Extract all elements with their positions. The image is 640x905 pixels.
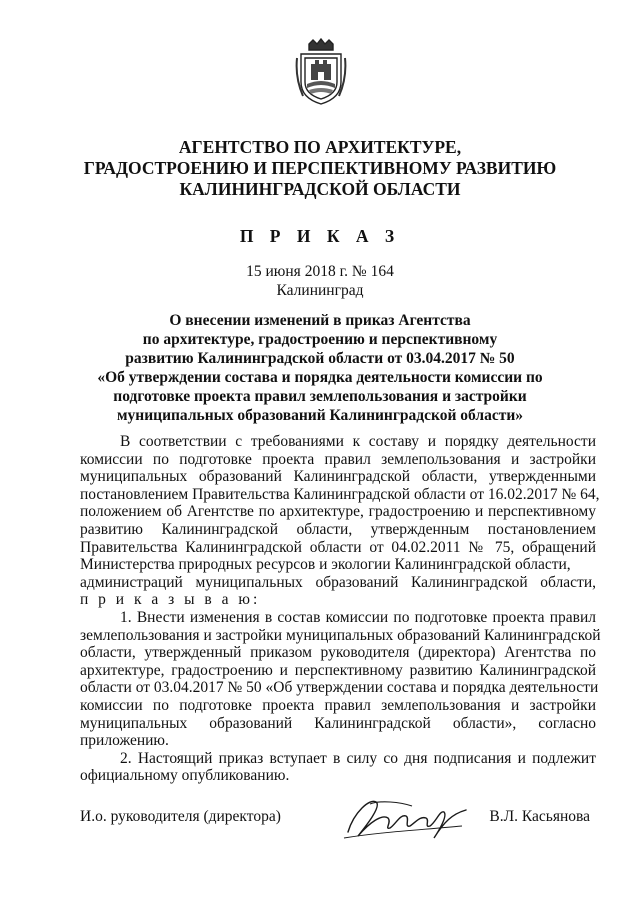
- subject-line: развитию Калининградской области от 03.04.2017 № 50: [125, 350, 515, 367]
- order-meta: [0, 262, 640, 300]
- preamble-line: В соответствии с требованиями к составу и порядку деятельности: [120, 433, 596, 450]
- item-2-line: официальному опубликованию.: [80, 767, 290, 785]
- preamble-line: комиссии по подготовке проекта правил землепользования и застройки: [80, 450, 596, 468]
- agency-line-2: ГРАДОСТРОЕНИЮ И ПЕРСПЕКТИВНОМУ РАЗВИТИЮ: [83, 158, 557, 178]
- handwritten-signature: [340, 792, 470, 844]
- subject-line: по архитектуре, градостроению и перспективному: [142, 331, 498, 348]
- preamble-line: положением об Агентстве по архитектуре, градостроению и перспективному: [80, 503, 596, 521]
- signatory-role: И.о. руководителя (директора): [80, 808, 281, 825]
- directive-word: п р и к а з ы в а ю:: [80, 591, 261, 609]
- item-1-line: области, утвержденный приказом руководителя (директора) Агентства по: [80, 644, 596, 662]
- item-1-line: архитектуре, градостроению и перспективному развитию Калининградской: [80, 661, 596, 679]
- item-1-line: муниципальных образований Калининградской области», согласно: [80, 714, 596, 732]
- item-1-line: области от 03.04.2017 № 50 «Об утверждении состава и порядка деятельности: [80, 679, 599, 697]
- agency-line-1: АГЕНТСТВО ПО АРХИТЕКТУРЕ,: [178, 137, 462, 157]
- subject-line: подготовке проекта правил землепользования и застройки: [113, 388, 527, 405]
- preamble-line: муниципальных образований Калининградской области, утвержденными: [80, 468, 596, 486]
- preamble-line: администраций муниципальных образований Калининградской области,: [80, 573, 596, 591]
- preamble-line: Правительства Калининградской области от 04.02.2011 № 75, обращений: [80, 538, 596, 556]
- order-date-number: 15 июня 2018 г. № 164: [246, 263, 394, 280]
- agency-name: [0, 137, 640, 200]
- preamble-line: развитию Калининградской области, утвержденным постановлением: [80, 520, 596, 538]
- order-subject: [0, 311, 640, 425]
- item-1-line: приложению.: [80, 732, 169, 750]
- subject-line: О внесении изменений в приказ Агентства: [169, 312, 471, 329]
- coat-of-arms-emblem: [295, 38, 347, 106]
- agency-line-3: КАЛИНИНГРАДСКОЙ ОБЛАСТИ: [179, 179, 461, 199]
- order-city: Калининград: [276, 282, 364, 299]
- subject-line: «Об утверждении состава и порядка деятельности комиссии по: [97, 369, 543, 386]
- order-body: [80, 433, 601, 785]
- signatory-name: В.Л. Касьянова: [489, 808, 590, 825]
- item-1-line: землепользования и застройки муниципальных образований Калининградской: [80, 626, 601, 644]
- item-1-line: комиссии по подготовке проекта правил землепользования и застройки: [80, 696, 596, 714]
- order-title: П Р И К А З: [239, 226, 401, 246]
- preamble-line: постановлением Правительства Калининградской области от 16.02.2017 № 64,: [80, 485, 600, 503]
- item-1-line: 1. Внести изменения в состав комиссии по подготовке проекта правил: [120, 608, 596, 626]
- subject-line: муниципальных образований Калининградской области»: [116, 407, 524, 424]
- item-2-line: 2. Настоящий приказ вступает в силу со дня подписания и подлежит: [120, 749, 596, 767]
- preamble-line: Министерства природных ресурсов и экологии Калининградской области,: [80, 556, 571, 574]
